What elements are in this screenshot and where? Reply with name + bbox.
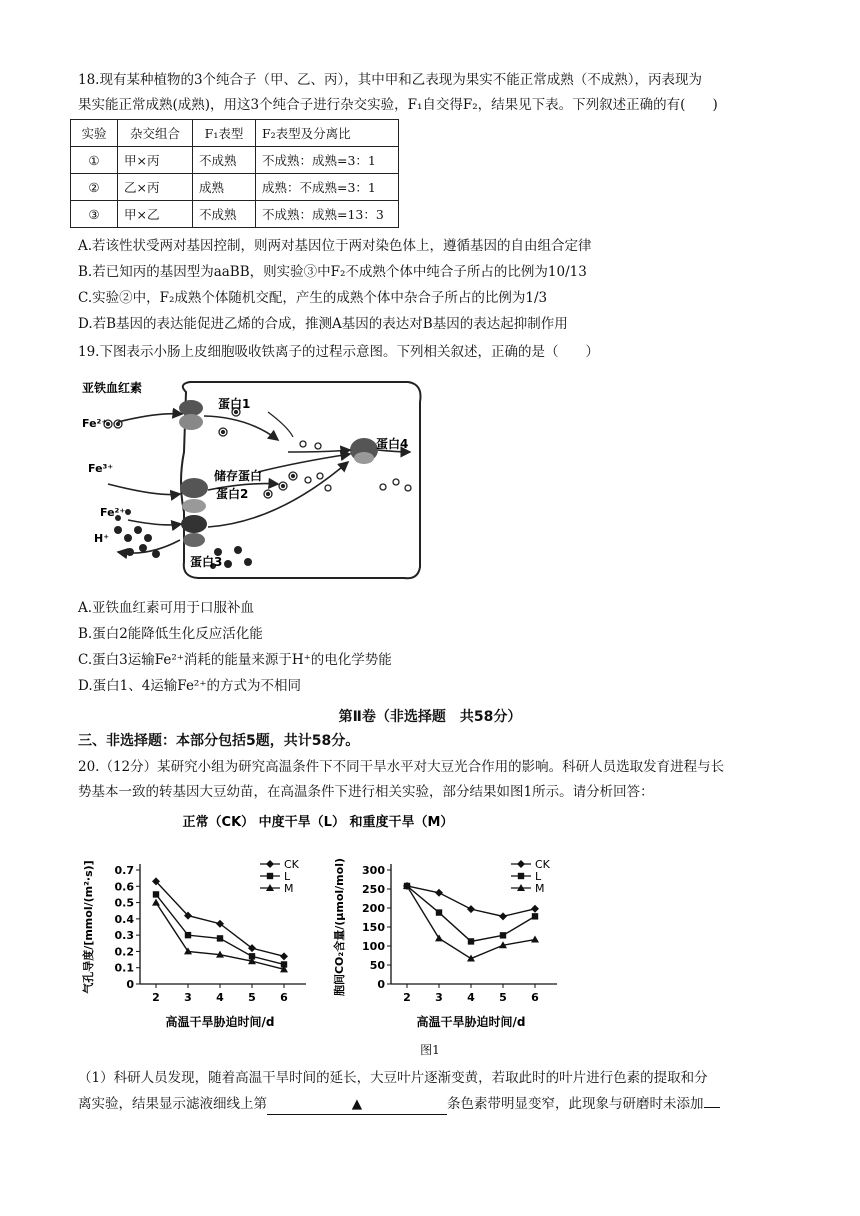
data-point-CK bbox=[467, 905, 475, 913]
heme-label: 亚铁血红素 bbox=[82, 381, 143, 395]
q19-option-a: A.亚铁血红素可用于口服补血 bbox=[78, 600, 255, 616]
data-point-L bbox=[185, 932, 191, 938]
figure1-caption: 图1 bbox=[420, 1043, 440, 1057]
y-axis-label: 胞间CO₂含量/(μmol/mol) bbox=[333, 857, 346, 997]
legend-marker-L bbox=[518, 873, 524, 879]
table-row bbox=[71, 174, 399, 201]
table-row bbox=[71, 201, 399, 228]
protein2-label: 蛋白2 bbox=[216, 487, 249, 501]
table-row bbox=[71, 147, 399, 174]
chart-title: 正常（CK） 中度干旱（L） 和重度干旱（M） bbox=[182, 815, 454, 830]
table-cell: 甲×乙 bbox=[118, 201, 193, 228]
legend-label-L: L bbox=[284, 870, 291, 883]
q19-option-b: B.蛋白2能降低生化反应活化能 bbox=[78, 626, 263, 642]
y-tick-label: 0.4 bbox=[114, 912, 134, 926]
data-point-L bbox=[532, 913, 538, 919]
legend-label-M: M bbox=[535, 882, 545, 895]
y-tick-label: 0.5 bbox=[114, 896, 134, 910]
x-tick-label: 5 bbox=[499, 991, 507, 1004]
data-point-M bbox=[184, 947, 192, 954]
legend-label-M: M bbox=[284, 882, 294, 895]
x-tick-label: 6 bbox=[280, 991, 288, 1004]
x-tick-label: 3 bbox=[184, 991, 192, 1004]
fe3-label: Fe³⁺ bbox=[88, 462, 114, 475]
table-cell: ③ bbox=[71, 201, 118, 228]
x-tick-label: 3 bbox=[435, 991, 443, 1004]
legend-marker-CK bbox=[517, 860, 525, 868]
q20-sub1-line2 bbox=[78, 1094, 720, 1115]
data-point-L bbox=[153, 891, 159, 897]
table-cell: 成熟 bbox=[193, 174, 256, 201]
y-tick-label: 0.7 bbox=[114, 864, 134, 877]
table-cell: 不成熟：成熟=3：1 bbox=[256, 147, 399, 174]
protein4-channel bbox=[350, 438, 378, 464]
x-tick-label: 6 bbox=[531, 991, 539, 1004]
data-point-L bbox=[468, 938, 474, 944]
y-tick-label: 250 bbox=[362, 883, 385, 896]
q18-option-a: A.若该性状受两对基因控制，则两对基因位于两对染色体上，遵循基因的自由组合定律 bbox=[78, 238, 592, 254]
x-axis-label: 高温干旱胁迫时间/d bbox=[416, 1015, 526, 1029]
storage-protein-label: 储存蛋白 bbox=[214, 469, 263, 483]
protein1-label: 蛋白1 bbox=[218, 397, 251, 411]
table-cell: ② bbox=[71, 174, 118, 201]
legend-label-L: L bbox=[535, 870, 542, 883]
protein4-label: 蛋白4 bbox=[376, 437, 409, 451]
data-point-M bbox=[152, 899, 160, 906]
x-tick-label: 5 bbox=[248, 991, 256, 1004]
q18-stem-line2: 果实能正常成熟(成熟)，用这3个纯合子进行杂交实验，F₁自交得F₂，结果见下表。下列叙述正确的有( ) bbox=[78, 97, 718, 113]
q18-stem-line1: 18.现有某种植物的3个纯合子（甲、乙、丙），其中甲和乙表现为果实不能正常成熟（不成熟），丙表现为 bbox=[78, 72, 703, 88]
data-point-L bbox=[436, 909, 442, 915]
data-point-CK bbox=[499, 912, 507, 920]
y-axis-label: 气孔导度/[mmol/(m²·s)] bbox=[82, 860, 95, 994]
protein1-channel bbox=[179, 400, 203, 430]
q19-option-d: D.蛋白1、4运输Fe²⁺的方式为不相同 bbox=[78, 678, 301, 694]
data-point-CK bbox=[280, 952, 288, 960]
part2-title: 第Ⅱ卷（非选择题 共58分） bbox=[338, 709, 522, 725]
data-point-L bbox=[217, 935, 223, 941]
x-axis-label: 高温干旱胁迫时间/d bbox=[165, 1015, 275, 1029]
table-cell: ① bbox=[71, 147, 118, 174]
answer-blank-2[interactable] bbox=[704, 1107, 720, 1108]
table-cell: 不成熟 bbox=[193, 201, 256, 228]
table-header-row bbox=[71, 120, 399, 147]
x-tick-label: 2 bbox=[403, 991, 411, 1004]
data-point-M bbox=[531, 936, 539, 943]
figure1-charts bbox=[78, 808, 598, 1038]
section3-heading: 三、非选择题：本部分包括5题，共计58分。 bbox=[78, 733, 360, 749]
fe2-label-1: Fe²⁺ bbox=[82, 417, 108, 430]
q20-sub1-text-a: 离实验，结果显示滤液细线上第 bbox=[78, 1096, 267, 1112]
table-header: F₂表型及分离比 bbox=[256, 120, 399, 147]
table-header: 杂交组合 bbox=[118, 120, 193, 147]
table-header: 实验 bbox=[71, 120, 118, 147]
legend-marker-L bbox=[267, 873, 273, 879]
blank-marker: ▲ bbox=[351, 1096, 363, 1112]
iron-absorption-diagram bbox=[78, 372, 428, 587]
q20-stem-line2: 势基本一致的转基因大豆幼苗，在高温条件下进行相关实验，部分结果如图1所示。请分析回答： bbox=[78, 784, 654, 800]
q20-sub1-line1: （1）科研人员发现，随着高温干旱时间的延长，大豆叶片逐渐变黄，若取此时的叶片进行色素的提取和分 bbox=[78, 1070, 708, 1086]
y-tick-label: 100 bbox=[362, 940, 385, 953]
data-point-L bbox=[500, 932, 506, 938]
y-tick-label: 150 bbox=[362, 921, 385, 934]
data-point-M bbox=[435, 934, 443, 941]
h-label: H⁺ bbox=[94, 532, 110, 545]
y-tick-label: 0 bbox=[126, 978, 134, 991]
q18-option-b: B.若已知丙的基因型为aaBB，则实验③中F₂不成熟个体中纯合子所占的比例为10/13 bbox=[78, 264, 587, 280]
q19-option-c: C.蛋白3运输Fe²⁺消耗的能量来源于H⁺的电化学势能 bbox=[78, 652, 392, 668]
q19-stem: 19.下图表示小肠上皮细胞吸收铁离子的过程示意图。下列相关叙述，正确的是（ ） bbox=[78, 344, 599, 360]
y-tick-label: 0.2 bbox=[114, 945, 134, 959]
y-tick-label: 0.1 bbox=[114, 961, 134, 975]
table-cell: 乙×丙 bbox=[118, 174, 193, 201]
data-point-CK bbox=[531, 905, 539, 913]
table-cell: 甲×丙 bbox=[118, 147, 193, 174]
q18-option-d: D.若B基因的表达能促进乙烯的合成，推测A基因的表达对B基因的表达起抑制作用 bbox=[78, 316, 568, 332]
x-tick-label: 4 bbox=[467, 991, 475, 1004]
y-tick-label: 50 bbox=[369, 959, 385, 972]
protein3-label: 蛋白3 bbox=[190, 555, 223, 569]
x-tick-label: 4 bbox=[216, 991, 224, 1004]
legend-label-CK: CK bbox=[535, 858, 550, 871]
y-tick-label: 300 bbox=[362, 864, 385, 877]
y-tick-label: 0 bbox=[377, 978, 385, 991]
table-cell: 不成熟：成熟=13：3 bbox=[256, 201, 399, 228]
q20-stem-line1: 20.（12分）某研究小组为研究高温条件下不同干旱水平对大豆光合作用的影响。科研人员选取发育进程与长 bbox=[78, 759, 725, 775]
legend-marker-CK bbox=[266, 860, 274, 868]
data-point-CK bbox=[435, 889, 443, 897]
protein2-channel bbox=[180, 478, 208, 513]
y-tick-label: 200 bbox=[362, 902, 385, 915]
q18-table bbox=[70, 119, 399, 228]
y-tick-label: 0.3 bbox=[114, 929, 134, 943]
answer-blank-1[interactable] bbox=[267, 1094, 447, 1115]
series-line-M bbox=[407, 886, 535, 959]
x-tick-label: 2 bbox=[152, 991, 160, 1004]
table-cell: 不成熟 bbox=[193, 147, 256, 174]
table-header: F₁表型 bbox=[193, 120, 256, 147]
legend-label-CK: CK bbox=[284, 858, 299, 871]
y-tick-label: 0.6 bbox=[114, 880, 134, 894]
q18-option-c: C.实验②中，F₂成熟个体随机交配，产生的成熟个体中杂合子所占的比例为1/3 bbox=[78, 290, 548, 306]
table-cell: 成熟：不成熟=3：1 bbox=[256, 174, 399, 201]
fe2-label-2: Fe²⁺ bbox=[100, 506, 126, 519]
q20-sub1-text-b: 条色素带明显变窄，此现象与研磨时未添加 bbox=[447, 1096, 704, 1112]
